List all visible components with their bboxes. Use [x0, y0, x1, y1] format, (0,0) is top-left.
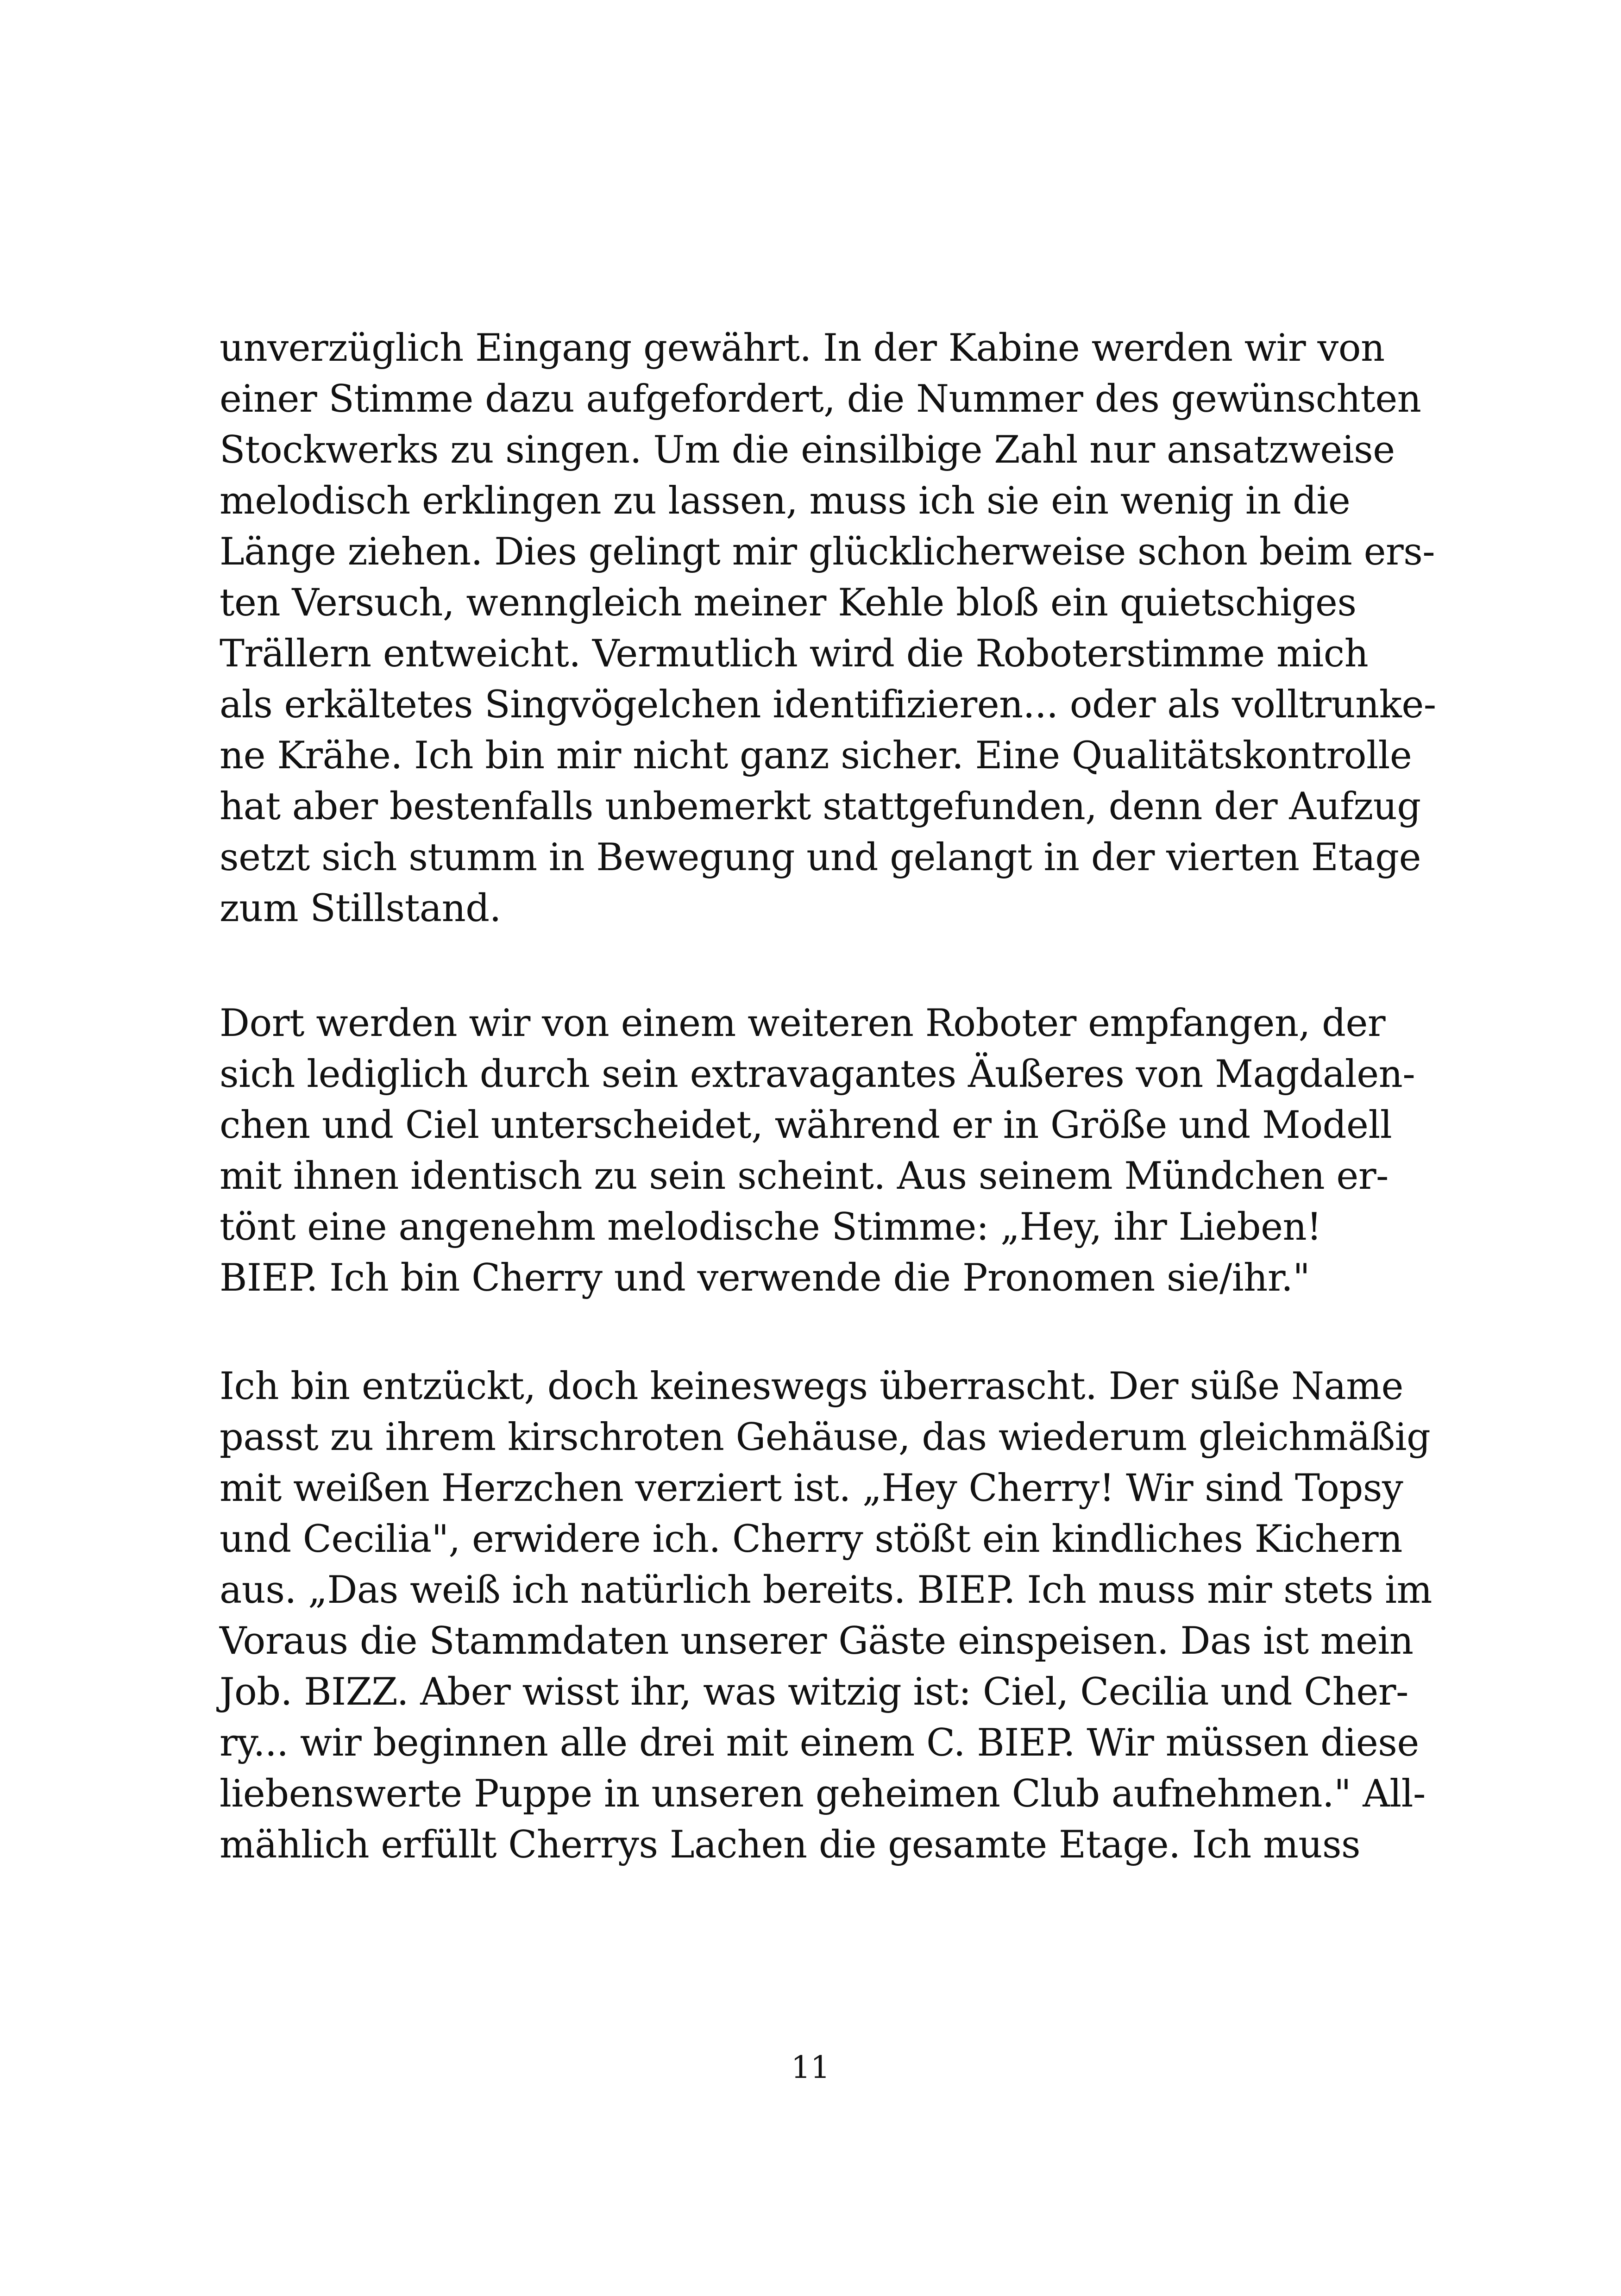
text-line: unverzüglich Eingang gewährt. In der Kabine werden wir von	[220, 326, 1385, 370]
text-line: setzt sich stumm in Bewegung und gelangt in der vierten Etage	[220, 836, 1421, 879]
text-line: mit weißen Herzchen verziert ist. „Hey Cherry! Wir sind Topsy	[220, 1467, 1403, 1510]
text-line: liebenswerte Puppe in unseren geheimen Club aufnehmen." All-	[220, 1772, 1426, 1816]
paragraph-2	[220, 998, 1415, 1304]
text-line: Trällern entweicht. Vermutlich wird die Roboterstimme mich	[220, 632, 1369, 676]
text-line: tönt eine angenehm melodische Stimme: „Hey, ihr Lieben!	[220, 1205, 1322, 1249]
text-line: melodisch erklingen zu lassen, muss ich sie ein wenig in die	[220, 479, 1351, 523]
text-line: hat aber bestenfalls unbemerkt stattgefunden, denn der Aufzug	[220, 785, 1421, 828]
text-line: Voraus die Stammdaten unserer Gäste einspeisen. Das ist mein	[220, 1619, 1414, 1663]
paragraph-1	[220, 323, 1436, 934]
text-line: zum Stillstand.	[220, 887, 501, 930]
text-line: passt zu ihrem kirschroten Gehäuse, das wiederum gleichmäßig	[220, 1416, 1431, 1459]
text-line: mit ihnen identisch zu sein scheint. Aus seinem Mündchen er-	[220, 1154, 1389, 1198]
text-line: ten Versuch, wenngleich meiner Kehle bloß ein quietschiges	[220, 581, 1357, 625]
text-line: als erkältetes Singvögelchen identifizieren... oder als volltrunke-	[220, 683, 1436, 727]
text-line: Länge ziehen. Dies gelingt mir glücklicherweise schon beim ers-	[220, 530, 1435, 574]
text-line: einer Stimme dazu aufgefordert, die Nummer des gewünschten	[220, 377, 1421, 421]
paragraph-3	[220, 1361, 1432, 1870]
text-line: sich lediglich durch sein extravagantes Äußeres von Magdalen-	[220, 1053, 1415, 1096]
text-line: BIEP. Ich bin Cherry und verwende die Pronomen sie/ihr."	[220, 1256, 1310, 1300]
text-line: chen und Ciel unterscheidet, während er in Größe und Modell	[220, 1104, 1392, 1147]
text-line: und Cecilia", erwidere ich. Cherry stößt ein kindliches Kichern	[220, 1518, 1402, 1561]
text-line: ne Krähe. Ich bin mir nicht ganz sicher. Eine Qualitätskontrolle	[220, 734, 1412, 778]
text-line: Job. BIZZ. Aber wisst ihr, was witzig ist: Ciel, Cecilia und Cher-	[220, 1670, 1408, 1714]
page-number: 11	[791, 2050, 830, 2085]
text-line: Ich bin entzückt, doch keineswegs überrascht. Der süße Name	[220, 1365, 1403, 1408]
text-line: mählich erfüllt Cherrys Lachen die gesamte Etage. Ich muss	[220, 1823, 1361, 1867]
text-line: ry... wir beginnen alle drei mit einem C. BIEP. Wir müssen diese	[220, 1721, 1419, 1765]
text-line: Dort werden wir von einem weiteren Roboter empfangen, der	[220, 1002, 1386, 1045]
text-line: Stockwerks zu singen. Um die einsilbige Zahl nur ansatzweise	[220, 428, 1395, 472]
text-line: aus. „Das weiß ich natürlich bereits. BIEP. Ich muss mir stets im	[220, 1568, 1432, 1612]
